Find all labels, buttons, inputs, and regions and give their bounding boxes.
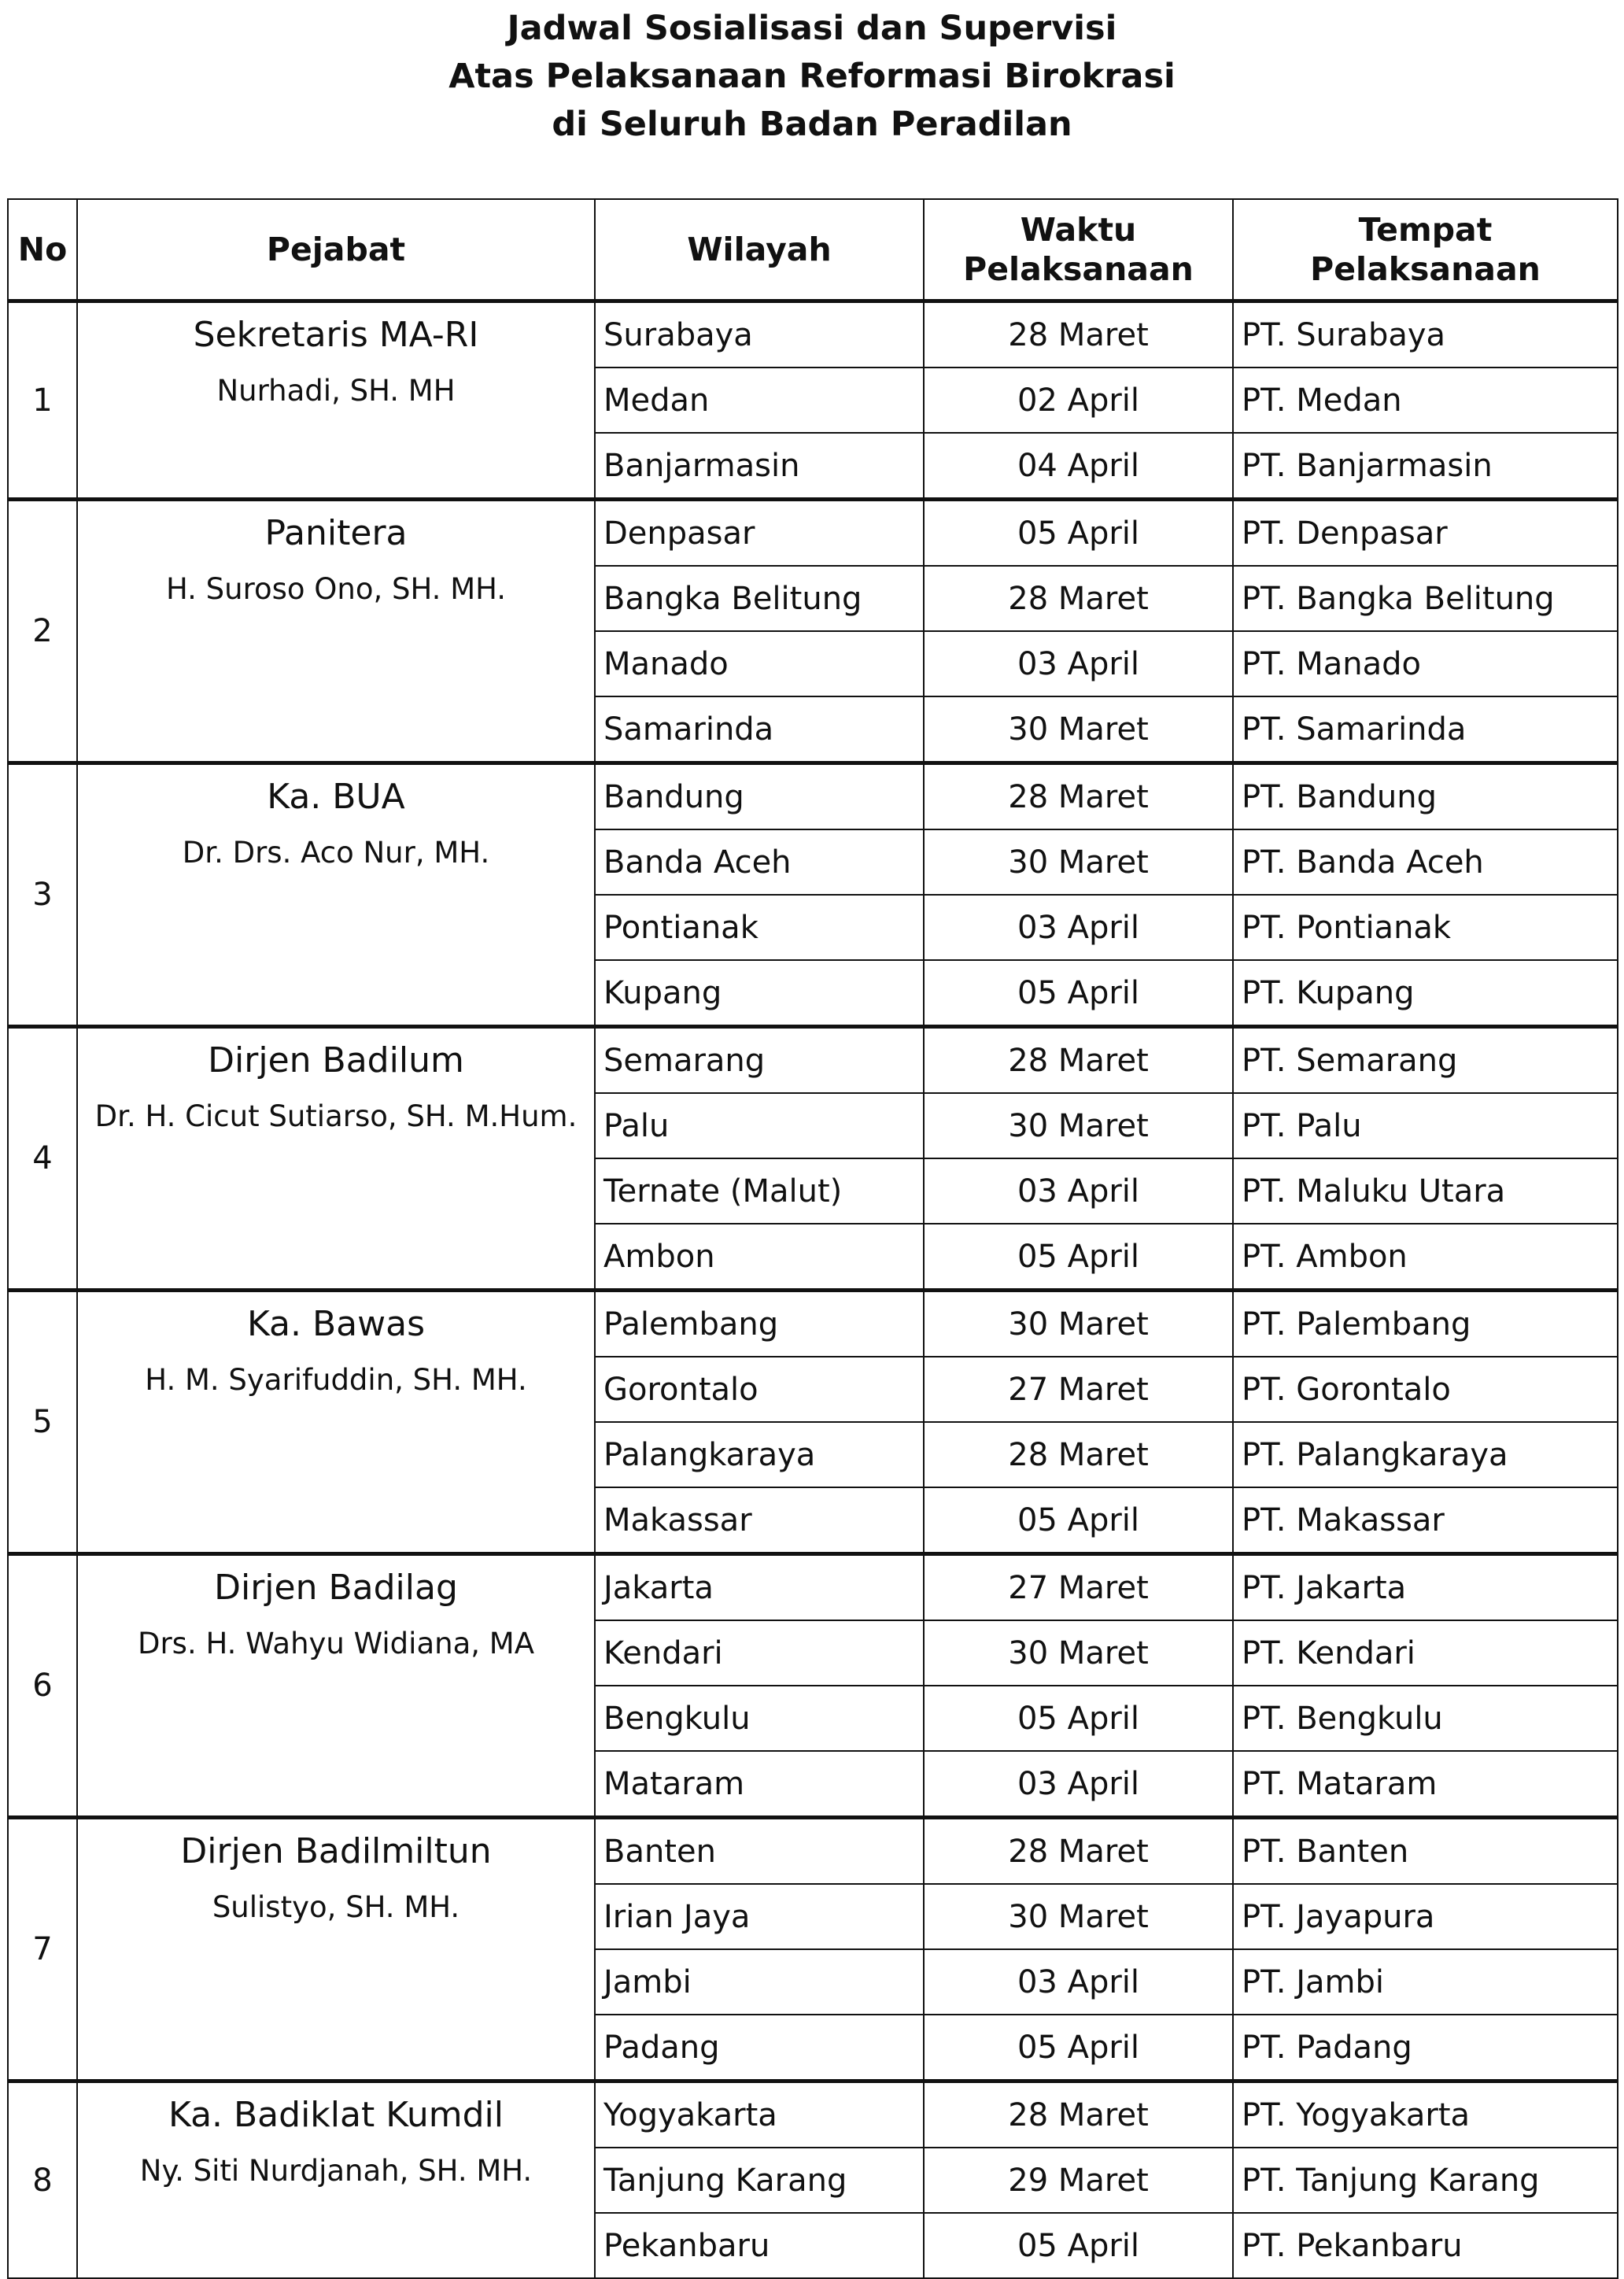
- region-cell: Yogyakarta: [595, 2081, 924, 2148]
- venue-cell: PT. Bangka Belitung: [1233, 566, 1618, 631]
- date-cell: 28 Maret: [924, 1818, 1233, 1885]
- region-cell: Pekanbaru: [595, 2213, 924, 2278]
- header-waktu-line-2: Pelaksanaan: [963, 250, 1194, 288]
- region-cell: Kupang: [595, 960, 924, 1027]
- official-cell: [77, 2081, 595, 2279]
- date-cell: 30 Maret: [924, 696, 1233, 763]
- table-row: [8, 1291, 1618, 1357]
- date-cell: 30 Maret: [924, 1291, 1233, 1357]
- date-cell: 30 Maret: [924, 1620, 1233, 1686]
- venue-cell: PT. Denpasar: [1233, 500, 1618, 567]
- venue-cell: PT. Banten: [1233, 1818, 1618, 1885]
- venue-cell: PT. Pekanbaru: [1233, 2213, 1618, 2278]
- venue-cell: PT. Gorontalo: [1233, 1357, 1618, 1422]
- venue-cell: PT. Kupang: [1233, 960, 1618, 1027]
- date-cell: 30 Maret: [924, 1884, 1233, 1949]
- venue-cell: PT. Palembang: [1233, 1291, 1618, 1357]
- title-line-2: Atas Pelaksanaan Reformasi Birokrasi: [448, 57, 1176, 96]
- official-cell: [77, 1291, 595, 1554]
- table-row: [8, 1818, 1618, 1885]
- group-number: 7: [8, 1818, 77, 2081]
- region-cell: Banjarmasin: [595, 433, 924, 500]
- venue-cell: PT. Jayapura: [1233, 1884, 1618, 1949]
- date-cell: 05 April: [924, 1487, 1233, 1554]
- region-cell: Irian Jaya: [595, 1884, 924, 1949]
- venue-cell: PT. Padang: [1233, 2015, 1618, 2081]
- venue-cell: PT. Banjarmasin: [1233, 433, 1618, 500]
- region-cell: Ambon: [595, 1224, 924, 1291]
- venue-cell: PT. Medan: [1233, 368, 1618, 433]
- official-cell: [77, 1027, 595, 1291]
- date-cell: 05 April: [924, 960, 1233, 1027]
- date-cell: 05 April: [924, 2015, 1233, 2081]
- region-cell: Kendari: [595, 1620, 924, 1686]
- date-cell: 27 Maret: [924, 1554, 1233, 1621]
- venue-cell: PT. Palangkaraya: [1233, 1422, 1618, 1487]
- date-cell: 29 Maret: [924, 2148, 1233, 2213]
- date-cell: 30 Maret: [924, 1093, 1233, 1158]
- header-waktu-line-1: Waktu: [1020, 211, 1137, 249]
- region-cell: Medan: [595, 368, 924, 433]
- region-cell: Manado: [595, 631, 924, 696]
- venue-cell: PT. Jambi: [1233, 1949, 1618, 2015]
- header-tempat: [1233, 199, 1618, 301]
- official-name: H. M. Syarifuddin, SH. MH.: [145, 1363, 527, 1397]
- official-name: Sulistyo, SH. MH.: [212, 1890, 460, 1924]
- official-cell: [77, 1554, 595, 1818]
- group-number: 8: [8, 2081, 77, 2279]
- official-cell: [77, 500, 595, 763]
- date-cell: 27 Maret: [924, 1357, 1233, 1422]
- official-name: H. Suroso Ono, SH. MH.: [165, 572, 507, 606]
- header-tempat-line-2: Pelaksanaan: [1310, 250, 1541, 288]
- region-cell: Jambi: [595, 1949, 924, 2015]
- official-position: Ka. Badiklat Kumdil: [168, 2095, 504, 2135]
- region-cell: Banda Aceh: [595, 829, 924, 895]
- region-cell: Denpasar: [595, 500, 924, 567]
- region-cell: Tanjung Karang: [595, 2148, 924, 2213]
- group-number: 3: [8, 763, 77, 1027]
- header-row: [8, 199, 1618, 301]
- region-cell: Surabaya: [595, 301, 924, 368]
- header-tempat-line-1: Tempat: [1358, 211, 1493, 249]
- region-cell: Samarinda: [595, 696, 924, 763]
- header-pejabat: Pejabat: [77, 199, 595, 301]
- region-cell: Gorontalo: [595, 1357, 924, 1422]
- table-row: [8, 763, 1618, 830]
- table-row: [8, 1027, 1618, 1094]
- official-name: Dr. H. Cicut Sutiarso, SH. M.Hum.: [94, 1099, 578, 1133]
- date-cell: 03 April: [924, 895, 1233, 960]
- region-cell: Pontianak: [595, 895, 924, 960]
- official-cell: [77, 301, 595, 500]
- date-cell: 28 Maret: [924, 566, 1233, 631]
- region-cell: Bangka Belitung: [595, 566, 924, 631]
- venue-cell: PT. Jakarta: [1233, 1554, 1618, 1621]
- date-cell: 30 Maret: [924, 829, 1233, 895]
- date-cell: 28 Maret: [924, 1027, 1233, 1094]
- official-position: Dirjen Badilum: [208, 1040, 464, 1080]
- region-cell: Ternate (Malut): [595, 1158, 924, 1224]
- date-cell: 02 April: [924, 368, 1233, 433]
- group-number: 5: [8, 1291, 77, 1554]
- official-position: Dirjen Badilag: [214, 1568, 458, 1608]
- date-cell: 05 April: [924, 500, 1233, 567]
- venue-cell: PT. Pontianak: [1233, 895, 1618, 960]
- region-cell: Mataram: [595, 1751, 924, 1818]
- date-cell: 03 April: [924, 1949, 1233, 2015]
- official-name: Ny. Siti Nurdjanah, SH. MH.: [139, 2154, 533, 2188]
- table-row: [8, 500, 1618, 567]
- venue-cell: PT. Maluku Utara: [1233, 1158, 1618, 1224]
- table-row: [8, 301, 1618, 368]
- venue-cell: PT. Surabaya: [1233, 301, 1618, 368]
- region-cell: Banten: [595, 1818, 924, 1885]
- region-cell: Jakarta: [595, 1554, 924, 1621]
- date-cell: 03 April: [924, 1751, 1233, 1818]
- official-position: Ka. Bawas: [246, 1304, 426, 1344]
- header-no: No: [8, 199, 77, 301]
- region-cell: Bengkulu: [595, 1686, 924, 1751]
- region-cell: Palangkaraya: [595, 1422, 924, 1487]
- venue-cell: PT. Tanjung Karang: [1233, 2148, 1618, 2213]
- official-position: Ka. BUA: [267, 777, 405, 817]
- venue-cell: PT. Palu: [1233, 1093, 1618, 1158]
- header-waktu: [924, 199, 1233, 301]
- date-cell: 03 April: [924, 631, 1233, 696]
- date-cell: 28 Maret: [924, 301, 1233, 368]
- date-cell: 05 April: [924, 1224, 1233, 1291]
- venue-cell: PT. Ambon: [1233, 1224, 1618, 1291]
- date-cell: 28 Maret: [924, 1422, 1233, 1487]
- group-number: 2: [8, 500, 77, 763]
- region-cell: Palu: [595, 1093, 924, 1158]
- venue-cell: PT. Yogyakarta: [1233, 2081, 1618, 2148]
- official-name: Drs. H. Wahyu Widiana, MA: [137, 1627, 535, 1660]
- region-cell: Palembang: [595, 1291, 924, 1357]
- venue-cell: PT. Mataram: [1233, 1751, 1618, 1818]
- group-number: 4: [8, 1027, 77, 1291]
- venue-cell: PT. Bengkulu: [1233, 1686, 1618, 1751]
- venue-cell: PT. Kendari: [1233, 1620, 1618, 1686]
- group-number: 1: [8, 301, 77, 500]
- official-position: Dirjen Badilmiltun: [180, 1831, 492, 1871]
- venue-cell: PT. Makassar: [1233, 1487, 1618, 1554]
- region-cell: Padang: [595, 2015, 924, 2081]
- table-row: [8, 1554, 1618, 1621]
- venue-cell: PT. Samarinda: [1233, 696, 1618, 763]
- venue-cell: PT. Semarang: [1233, 1027, 1618, 1094]
- venue-cell: PT. Banda Aceh: [1233, 829, 1618, 895]
- official-name: Dr. Drs. Aco Nur, MH.: [182, 836, 490, 870]
- date-cell: 05 April: [924, 1686, 1233, 1751]
- official-cell: [77, 1818, 595, 2081]
- group-number: 6: [8, 1554, 77, 1818]
- title-line-3: di Seluruh Badan Peradilan: [552, 105, 1072, 144]
- official-position: Panitera: [264, 513, 408, 553]
- date-cell: 28 Maret: [924, 2081, 1233, 2148]
- schedule-body: [8, 301, 1618, 2279]
- official-name: Nurhadi, SH. MH: [216, 374, 456, 408]
- date-cell: 28 Maret: [924, 763, 1233, 830]
- header-wilayah: Wilayah: [595, 199, 924, 301]
- date-cell: 03 April: [924, 1158, 1233, 1224]
- table-row: [8, 2081, 1618, 2148]
- official-cell: [77, 763, 595, 1027]
- venue-cell: PT. Manado: [1233, 631, 1618, 696]
- title-line-1: Jadwal Sosialisasi dan Supervisi: [507, 9, 1117, 48]
- official-position: Sekretaris MA-RI: [193, 315, 479, 355]
- region-cell: Semarang: [595, 1027, 924, 1094]
- date-cell: 05 April: [924, 2213, 1233, 2278]
- venue-cell: PT. Bandung: [1233, 763, 1618, 830]
- region-cell: Makassar: [595, 1487, 924, 1554]
- region-cell: Bandung: [595, 763, 924, 830]
- date-cell: 04 April: [924, 433, 1233, 500]
- document-title: [0, 5, 1624, 149]
- schedule-table: [7, 198, 1618, 2279]
